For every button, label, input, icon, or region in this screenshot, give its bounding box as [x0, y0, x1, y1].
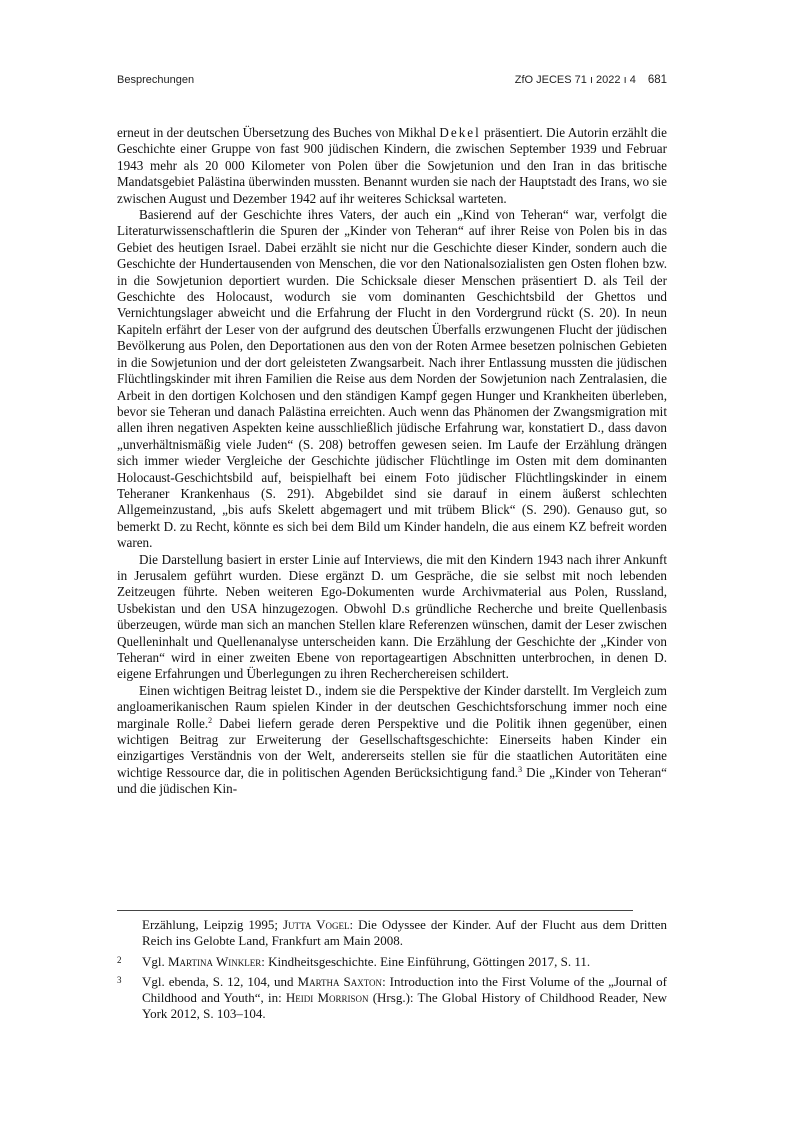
running-header [117, 74, 667, 94]
footnote-2-text-b: : Kindheitsgeschichte. Eine Einführung, Göttingen 2017, S. 11. [261, 953, 591, 969]
footnote-3-number: 3 [117, 974, 122, 985]
footnote-cont-text-b: : Die Odyssee der Kinder. Auf der Flucht aus dem Dritten Reich ins Gelobte Land, Frankfurt am Main 2008. [142, 917, 667, 949]
paragraph-2: Basierend auf der Geschichte ihres Vaters, der auch ein „Kind von Teheran“ war, verfolgt die Literaturwissenschaftlerin die Spuren der „Kinder von Teheran“ auf ihrer Reise von Polen bis in das Gebiet des heutigen Israel. Dabei erzählt sie nicht nur die Geschichte dieser Kinder, sondern auch die Geschichte der Hundertausenden von Menschen, die vor den Nationalsozialisten gen Osten flohen bzw. in die Sowjetunion deportiert wurden. Die Schicksale dieser Menschen präsentiert D. als Teil der Geschichte des Holocaust, wodurch sie vom dominanten Geschichtsbild der Ghettos und Vernichtungslager abweicht und die Erfahrung der Flucht in den Vordergrund rückt (S. 20). In neun Kapiteln erfährt der Leser von der aufgrund des deutschen Überfalls erzwungenen Flucht der jüdischen Bevölkerung aus Polen, den Deportationen aus den von der Roten Armee besetzen polnischen Gebieten in die Sowjetunion und der dort geleisteten Zwangsarbeit. Nach ihrer Entlassung mussten die jüdischen Flüchtlingskinder mit ihren Familien die Reise aus dem Norden der Sowjetunion nach Zentralasien, die Arbeit in den dortigen Kolchosen und den ständigen Kampf gegen Hunger und Krankheiten überleben, bevor sie Teheran und danach Palästina erreichten. Auch wenn das Phänomen der Zwangsmigration mit allen ihren negativen Aspekten keine ausschließlich jüdische Erfahrung war, konstatiert D., dass davon „unverhältnismäßig viele Juden“ (S. 208) betroffen gewesen seien. Im Laufe der Erzählung drängen sich immer wieder Vergleiche der Geschichte jüdischer Flüchtlinge im Osten mit dem dominanten Holocaust-Geschichtsbild auf, beispielhaft bei einem Foto jüdischer Flüchtlingskinder in einem Teheraner Krankenhaus (S. 291). Abgebildet sind sie darauf in einem äußerst schlechten Allgemeinzustand, „bis aufs Skelett abgemagert und mit trübem Blick“ (S. 290). Genauso gut, so bemerkt D. zu Recht, könnte es sich bei dem Bild um Kinder handeln, die aus einem KZ befreit worden waren. [117, 207, 667, 551]
paragraph-1-rest: präsentiert. Die Autorin erzählt die Geschichte einer Gruppe von fast 900 jüdischen Kindern, die zwischen September 1939 und Februar 1943 mehr als 20 000 Kilometer von Polen über die Sowjetunion und den Iran in das britische Mandatsgebiet Palästina überwinden mussten. Benannt wurden sie nach der Hauptstadt des Irans, wo sie zwischen August und Dezember 1942 auf ihr weiteres Schicksal warteten. [117, 125, 667, 206]
paragraph-4-start: Einen wichtigen Beitrag leistet D., indem sie die Perspektive der Kinder darstellt. Im Vergleich zum angloamerikanischen Raum spielen Kinder in der deutschen Geschichtsforschung immer noch eine marginale Rolle. [117, 682, 667, 731]
paragraph-4 [117, 683, 667, 798]
footnote-cont-text-a: Erzählung, Leipzig 1995; [142, 917, 283, 932]
journal-info [515, 74, 667, 86]
footnote-3-text-b: : Introduction into the First Volume of the „Journal of Childhood and Youth“, in: [142, 973, 668, 1006]
author-name: Dekel [439, 125, 481, 140]
main-text [117, 125, 667, 798]
paragraph-1 [117, 125, 667, 207]
footnote-3-author-1: Martha Saxton [297, 973, 383, 989]
section-title: Besprechungen [117, 74, 195, 86]
footnote-2-number: 2 [117, 954, 122, 965]
footnote-3-text-c: (Hrsg.): The Global History of Childhood Reader, New York 2012, S. 103–104. [142, 990, 668, 1022]
journal-citation: ZfO JECES 71 ı 2022 ı 4 [514, 74, 636, 86]
footnote-2 [117, 954, 667, 970]
footnote-2-author: Martina Winkler [168, 953, 262, 969]
footnote-3 [117, 974, 667, 1023]
page-number: 681 [647, 74, 667, 86]
footnotes [117, 917, 667, 1023]
footnote-2-text-a: Vgl. [142, 953, 168, 969]
footnote-ref-2[interactable]: 2 [208, 715, 213, 725]
footnote-3-author-2: Heidi Morrison [285, 990, 369, 1006]
paragraph-4-end: Die „Kinder von Teheran“ und die jüdischen Kin- [117, 764, 667, 797]
paragraph-3: Die Darstellung basiert in erster Linie auf Interviews, die mit den Kindern 1943 nach ihrer Ankunft in Jerusalem geführt wurden. Diese ergänzt D. um Gespräche, die sie selbst mit noch lebenden Zeitzeugen führte. Neben weiteren Ego-Dokumenten wurde Archivmaterial aus Polen, Russland, Usbekistan und den USA hinzugezogen. Obwohl D.s gründliche Recherche und breite Quellenbasis überzeugen, würde man sich an manchen Stellen klare Referenzen wünschen, damit der Leser zwischen Quelleninhalt und Quellenanalyse unterscheiden kann. Die Erzählung der Geschichte der „Kinder von Teheran“ wird in einer zweiten Ebene von reportageartigen Abschnitten unterbrochen, in denen D. eigene Erfahrungen und Überlegungen zu ihren Recherchereisen schildert. [117, 551, 667, 682]
footnote-3-text-a: Vgl. ebenda, S. 12, 104, und [142, 973, 298, 989]
footnote-divider [117, 910, 633, 911]
footnote-ref-3[interactable]: 3 [518, 764, 523, 774]
footnote-continuation [117, 917, 667, 950]
footnote-cont-author: Jutta Vogel [283, 917, 350, 932]
paragraph-1-start: erneut in der deutschen Übersetzung des Buches von Mikhal [117, 125, 440, 140]
paragraph-4-middle: Dabei liefern gerade deren Perspektive und die Politik ihnen gegenüber, einen wichtigen Beitrag zur Erweiterung der Gesellschaftsgeschichte: Einerseits haben Kinder ein einzigartiges Verständnis von der Welt, andererseits stellen sie für die staatlichen Autoritäten eine wichtige Ressource dar, die in politischen Agenden Berücksichtigung fand. [117, 715, 667, 780]
